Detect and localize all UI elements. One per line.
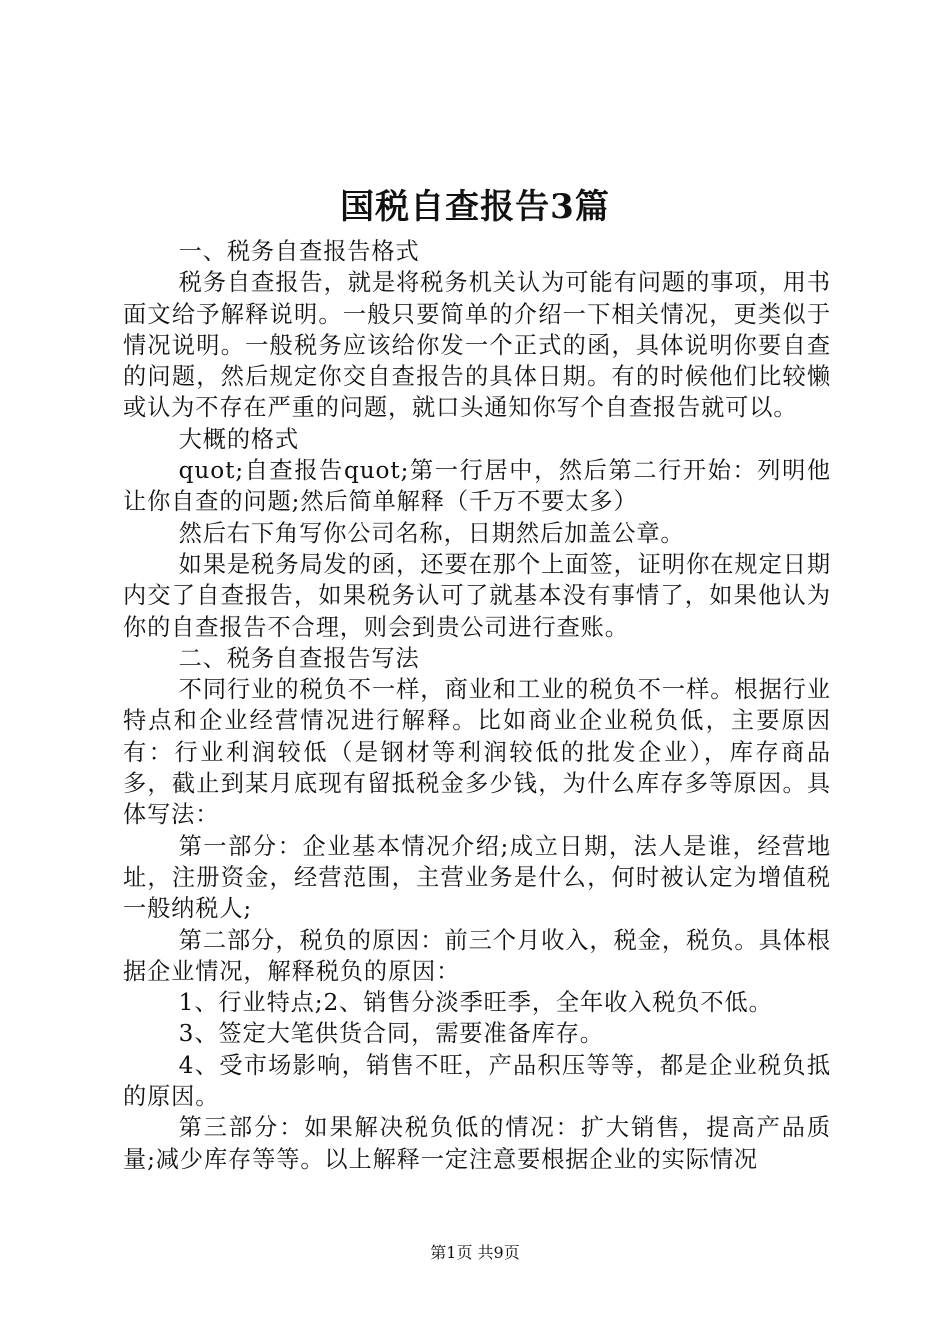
paragraph: 不同行业的税负不一样，商业和工业的税负不一样。根据行业特点和企业经营情况进行解释。比如商业企业税负低，主要原因有：行业利润较低（是钢材等利润较低的批发企业），库存商品多，截止到某月底现有留抵税金多少钱，为什么库存多等原因。具体写法： — [123, 676, 831, 829]
paragraph: 如果是税务局发的函，还要在那个上面签，证明你在规定日期内交了自查报告，如果税务认可了就基本没有事情了，如果他认为你的自查报告不合理，则会到贵公司进行查账。 — [123, 550, 831, 641]
document-body — [123, 236, 831, 1175]
paragraph: 第二部分，税负的原因：前三个月收入，税金，税负。具体根据企业情况，解释税负的原因： — [123, 926, 831, 985]
paragraph: 二、税务自查报告写法 — [178, 644, 420, 672]
document-title: 国税自查报告3篇 — [340, 187, 610, 227]
paragraph: 3、签定大笔供货合同，需要准备库存。 — [178, 1020, 604, 1048]
paragraph: quot;自查报告quot;第一行居中，然后第二行开始：列明他让你自查的问题;然后简单解释（千万不要太多） — [123, 457, 831, 516]
paragraph: 1、行业特点;2、销售分淡季旺季，全年收入税负不低。 — [178, 989, 773, 1017]
page-number-footer: 第1页 共9页 — [430, 1243, 520, 1262]
paragraph: 4、受市场影响，销售不旺，产品积压等等，都是企业税负抵的原因。 — [123, 1051, 831, 1111]
paragraph: 一、税务自查报告格式 — [178, 238, 420, 265]
paragraph: 然后右下角写你公司名称，日期然后加盖公章。 — [178, 519, 685, 547]
paragraph: 大概的格式 — [178, 425, 300, 453]
paragraph: 第三部分：如果解决税负低的情况：扩大销售，提高产品质量;减少库存等等。以上解释一定注意要根据企业的实际情况 — [123, 1114, 831, 1173]
paragraph: 第一部分：企业基本情况介绍;成立日期，法人是谁，经营地址，注册资金，经营范围，主营业务是什么，何时被认定为增值税一般纳税人; — [123, 832, 831, 923]
paragraph: 税务自查报告，就是将税务机关认为可能有问题的事项，用书面文给予解释说明。一般只要简单的介绍一下相关情况，更类似于情况说明。一般税务应该给你发一个正式的函，具体说明你要自查的问题，然后规定你交自查报告的具体日期。有的时候他们比较懒或认为不存在严重的问题，就口头通知你写个自查报告就可以。 — [123, 269, 831, 422]
